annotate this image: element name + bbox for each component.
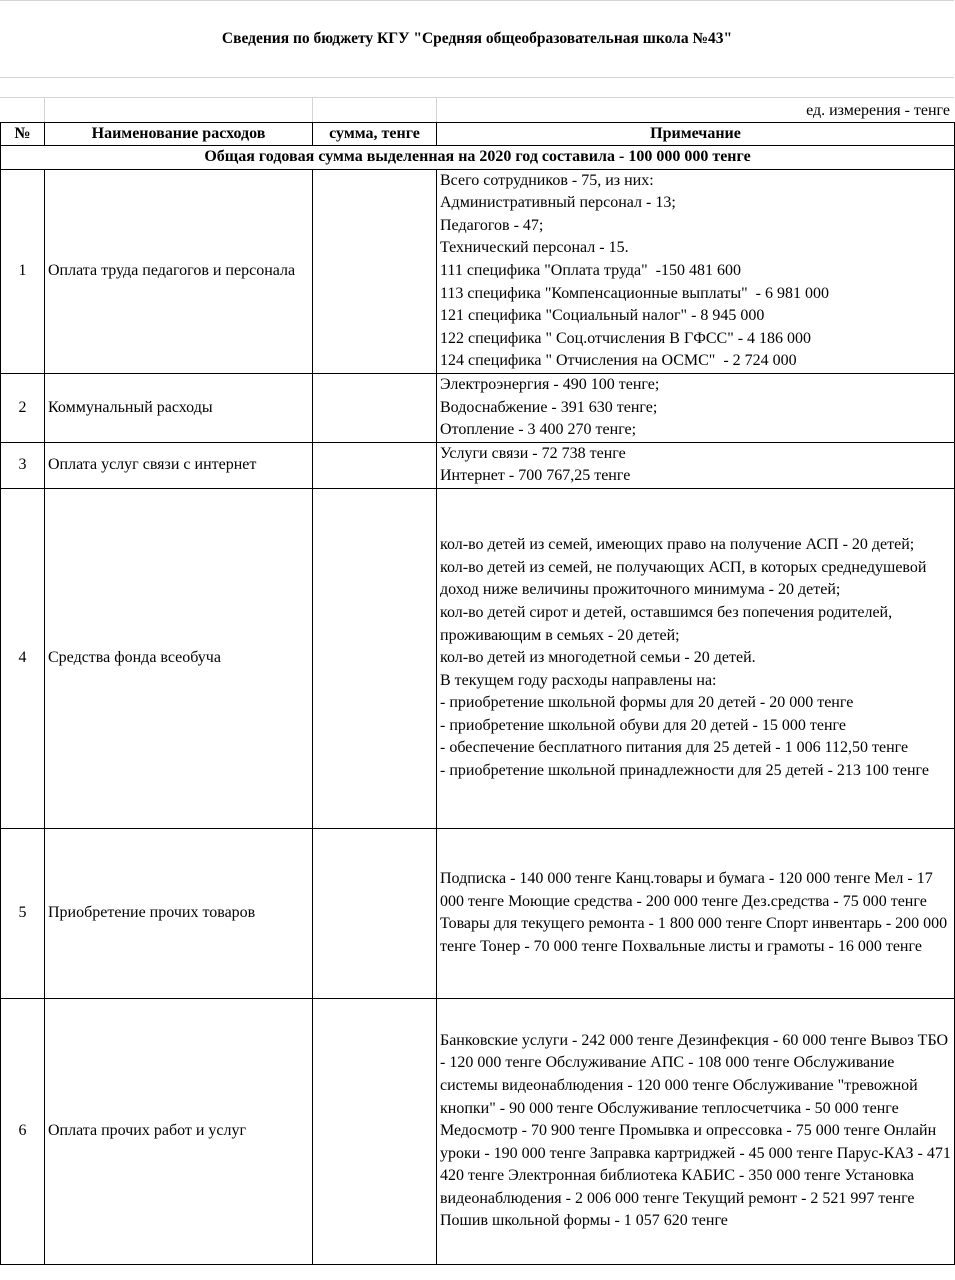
total-row-text: Общая годовая сумма выделенная на 2020 год составила - 100 000 000 тенге [1,146,955,170]
note-line: Технический персонал - 15. [440,239,629,257]
budget-table [0,122,955,1265]
note-line: - приобретение школьной обуви для 20 детей - 15 000 тенге [440,716,846,734]
note-line: Банковские услуги - 242 000 тенге Дезинфекция - 60 000 тенге Вывоз ТБО - 120 000 тенге Обслуживание АПС - 108 000 тенге Обслуживание системы видеонаблюдения - 120 000 тенге Обслуживание "тревожной кнопки" - 90 000 тенге Обслуживание теплосчетчика - 50 000 тенге Медосмотр - 70 900 тенге Промывка и опрессовка - 75 000 тенге Онлайн уроки - 190 000 тенге Заправка картриджей - 45 000 тенге Парус-КАЗ - 471 420 тенге Электронная библиотека КАБИС - 350 000 тенге Установка видеонаблюдения - 2 006 000 тенге Текущий ремонт - 2 521 997 тенге Пошив школьной формы - 1 057 620 тенге [440,1031,955,1230]
note-line: - обеспечение бесплатного питания для 25 детей - 1 006 112,50 тенге [440,739,909,757]
note-line: 113 специфика "Компенсационные выплаты" - 6 981 000 [440,284,829,302]
row-num: 1 [1,169,45,373]
row-name: Оплата услуг связи с интернет [45,442,313,488]
table-row [1,998,955,1264]
note-line: 122 специфика " Соц.отчисления В ГФСС" - 4 186 000 [440,329,812,347]
grid-line [312,98,313,122]
note-line: Электроэнергия - 490 100 тенге; [440,375,660,393]
note-line: кол-во детей из семей, не получающих АСП, в которых среднедушевой доход ниже величины прожиточного минимума - 20 детей; [440,558,931,599]
note-line: Административный персонал - 13; [440,194,676,212]
header-num: № [1,123,45,146]
grid-line [44,98,45,122]
row-name: Приобретение прочих товаров [45,828,313,998]
row-name: Оплата труда педагогов и персонала [45,169,313,373]
header-note: Примечание [437,123,955,146]
note-line: В текущем году расходы направлены на: [440,671,717,689]
note-line: Отопление - 3 400 270 тенге; [440,421,637,439]
row-name: Коммунальный расходы [45,373,313,442]
grid-line [436,98,437,122]
row-num: 6 [1,998,45,1264]
row-sum [313,373,437,442]
row-note [437,488,955,828]
blank-row [0,77,954,98]
row-name: Оплата прочих работ и услуг [45,998,313,1264]
row-sum [313,169,437,373]
note-line: - приобретение школьной формы для 20 детей - 20 000 тенге [440,694,854,712]
table-row [1,828,955,998]
header-name: Наименование расходов [45,123,313,146]
note-line: - приобретение школьной принадлежности для 25 детей - 213 100 тенге [440,762,929,780]
header-row [1,123,955,146]
row-note [437,828,955,998]
row-name: Средства фонда всеобуча [45,488,313,828]
note-line: Подписка - 140 000 тенге Канц.товары и бумага - 120 000 тенге Мел - 17 000 тенге Моющие средства - 200 000 тенге Дез.средства - 75 000 тенге Товары для текущего ремонта - 1 800 000 тенге Спорт инвентарь - 200 000 тенге Тонер - 70 000 тенге Похвальные листы и грамоты - 16 000 тенге [440,870,952,955]
table-row [1,373,955,442]
row-num: 4 [1,488,45,828]
note-line: Интернет - 700 767,25 тенге [440,467,631,485]
row-num: 2 [1,373,45,442]
note-line: Педагогов - 47; [440,216,544,234]
table-row [1,169,955,373]
row-sum [313,998,437,1264]
unit-note: ед. измерения - тенге [806,102,950,119]
row-num: 3 [1,442,45,488]
note-line: Водоснабжение - 391 630 тенге; [440,398,658,416]
document-title: Сведения по бюджету КГУ "Средняя общеобразовательная школа №43" [0,0,954,78]
note-line: 121 специфика "Социальный налог" - 8 945 000 [440,307,765,325]
row-num: 5 [1,828,45,998]
header-sum: сумма, тенге [313,123,437,146]
row-note [437,442,955,488]
row-sum [313,828,437,998]
row-sum [313,488,437,828]
note-line: кол-во детей из многодетной семьи - 20 детей. [440,649,756,667]
row-note [437,998,955,1264]
note-line: кол-во детей из семей, имеющих право на получение АСП - 20 детей; [440,536,915,554]
table-row [1,442,955,488]
row-sum [313,442,437,488]
note-line: Услуги связи - 72 738 тенге [440,444,626,462]
row-note [437,169,955,373]
note-line: кол-во детей сирот и детей, оставшимся без попечения родителей, проживающим в семьях - 20 детей; [440,603,897,644]
total-row [1,146,955,170]
row-note [437,373,955,442]
note-line: Всего сотрудников - 75, из них: [440,171,654,189]
note-line: 124 специфика " Отчисления на ОСМС" - 2 724 000 [440,352,797,370]
table-row [1,488,955,828]
note-line: 111 специфика "Оплата труда" -150 481 600 [440,261,741,279]
